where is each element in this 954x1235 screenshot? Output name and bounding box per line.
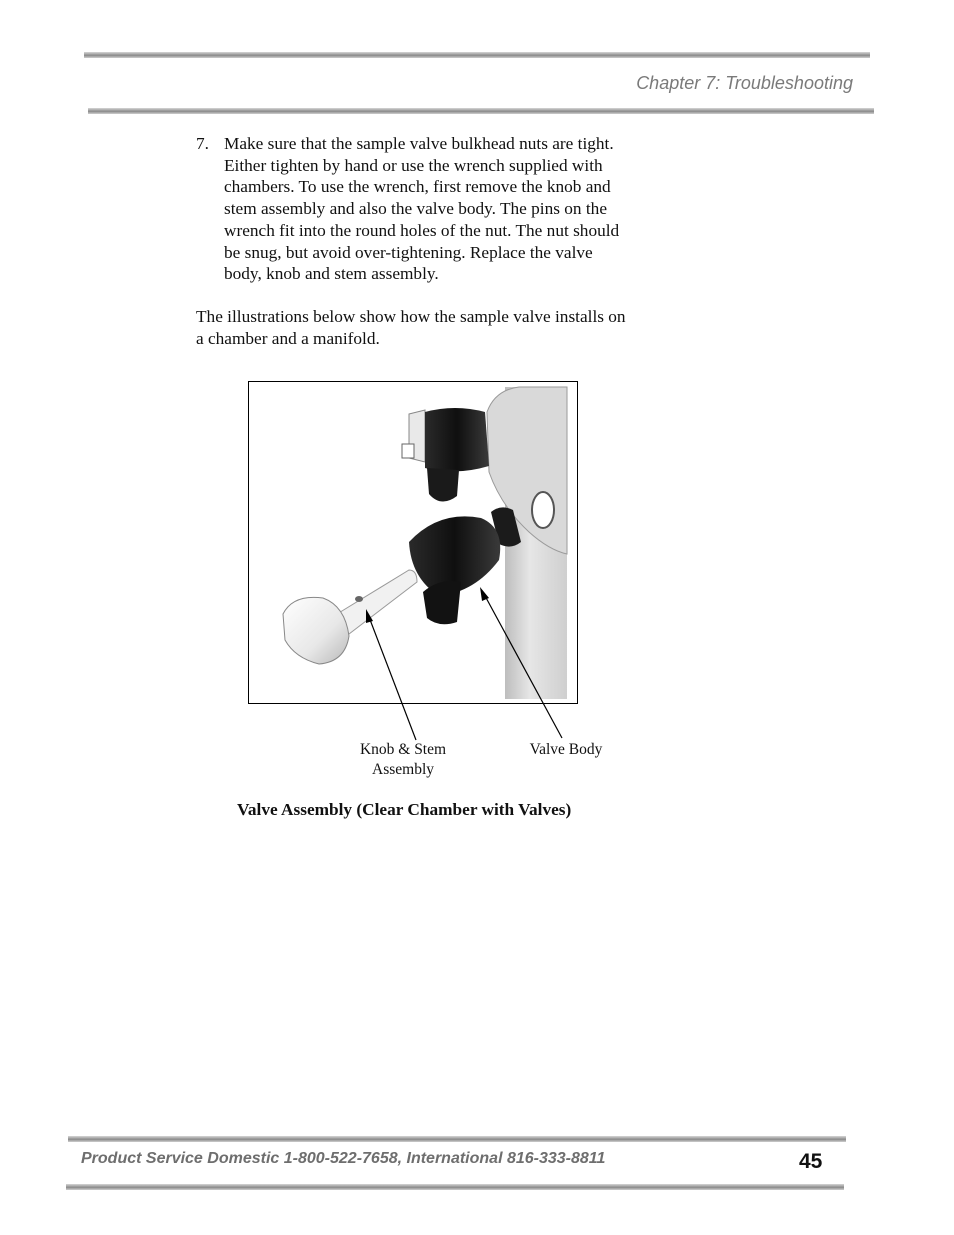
footer-rule-top bbox=[68, 1136, 846, 1142]
step-line: body, knob and stem assembly. bbox=[224, 264, 439, 284]
knob-stem-label-line2: Assembly bbox=[372, 761, 434, 778]
knob-callout-arrow bbox=[366, 609, 373, 623]
footer-rule-bottom bbox=[66, 1184, 844, 1190]
chapter-title: Chapter 7: Troubleshooting bbox=[636, 73, 853, 93]
footer-contact: Product Service Domestic 1-800-522-7658, International 816-333-8811 bbox=[81, 1150, 606, 1167]
knob-callout-line bbox=[369, 617, 416, 740]
knob-stem-label-line1: Knob & Stem bbox=[359, 741, 447, 758]
step-line: chambers. To use the wrench, first remove the knob and bbox=[224, 177, 611, 197]
intro-line: a chamber and a manifold. bbox=[196, 328, 380, 348]
step-line: be snug, but avoid over-tightening. Replace the valve bbox=[224, 242, 593, 262]
step-line: Either tighten by hand or use the wrench supplied with bbox=[224, 155, 603, 175]
step-line: Make sure that the sample valve bulkhead nuts are tight. bbox=[224, 134, 614, 153]
step-line: wrench fit into the round holes of the nut. The nut should bbox=[224, 220, 620, 240]
valve-callout-arrow bbox=[480, 587, 489, 601]
valve-body-label: Valve Body bbox=[529, 741, 603, 758]
valve-callout-line bbox=[484, 594, 562, 738]
knob-stem-label bbox=[343, 740, 463, 780]
step-line: stem assembly and also the valve body. The pins on the bbox=[224, 199, 607, 219]
page-number: 45 bbox=[799, 1150, 823, 1173]
step-number: 7. bbox=[196, 134, 209, 153]
figure-caption: Valve Assembly (Clear Chamber with Valves) bbox=[237, 800, 572, 819]
intro-line: The illustrations below show how the sample valve installs on bbox=[196, 307, 626, 326]
